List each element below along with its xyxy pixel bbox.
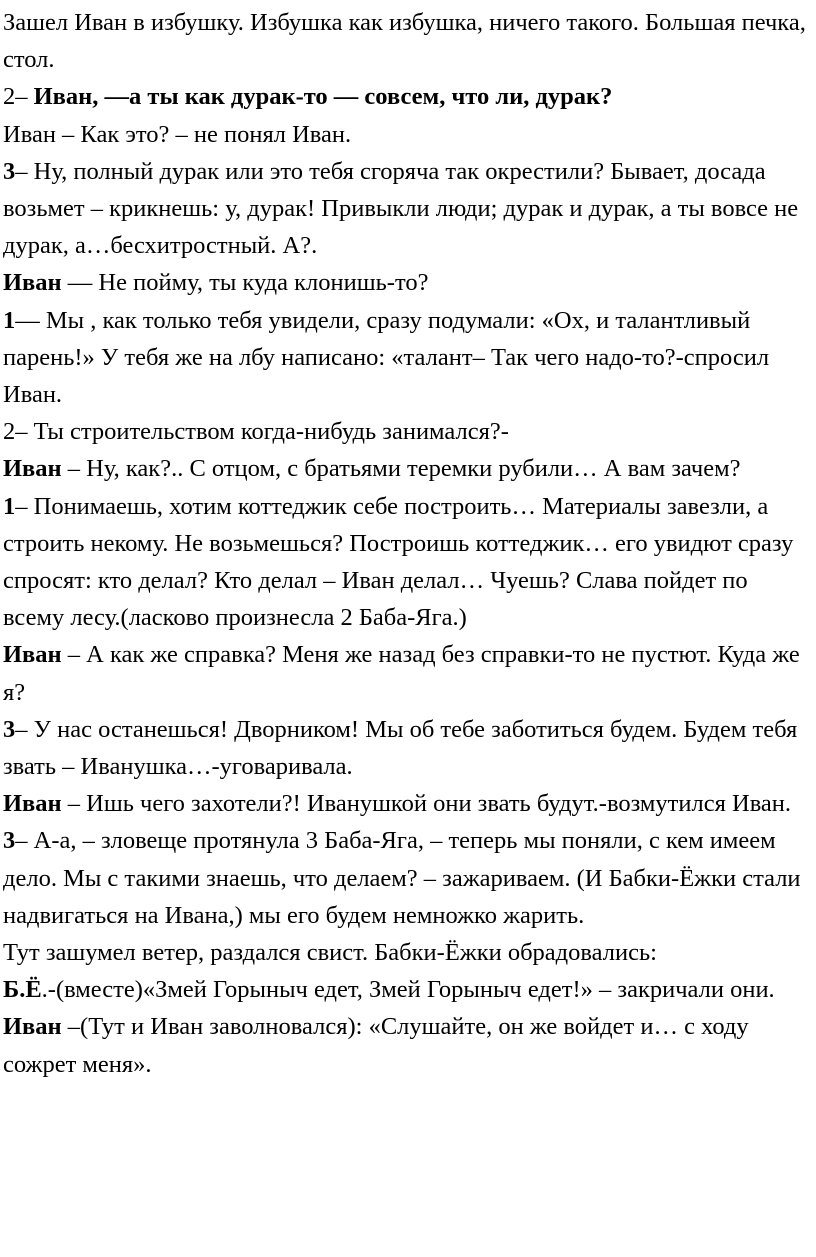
paragraph-text: 2– Ты строительством когда-нибудь занимался?-	[3, 418, 509, 446]
dialogue-line	[3, 1008, 813, 1082]
dialogue-text: – А-а, – зловеще протянула 3 Баба-Яга, – теперь мы поняли, с кем имеем дело. Мы с такими знаешь, что делаем? – зажариваем. (И Бабки-Ёжки стали надвигаться на Ивана,) мы его будем немножко жарить.	[3, 827, 801, 929]
dialogue-line	[3, 116, 813, 153]
dialogue-dash: –	[15, 83, 34, 111]
dialogue-line	[3, 822, 813, 934]
speaker-label: Иван	[3, 269, 62, 297]
dialogue-line	[3, 711, 813, 785]
dialogue-line	[3, 302, 813, 414]
speaker-label: 2	[3, 83, 16, 111]
dialogue-line	[3, 450, 813, 487]
narration-paragraph	[3, 4, 813, 78]
dialogue-text: – У нас останешься! Дворником! Мы об тебе заботиться будем. Будем тебя звать – Иванушка…-уговаривала.	[3, 715, 798, 781]
dialogue-text: – А как же справка? Меня же назад без справки-то не пустют. Куда же я?	[3, 641, 800, 706]
dialogue-text: – Ну, полный дурак или это тебя сгоряча так окрестили? Бывает, досада возьмет – крикнешь: у, дурак! Привыкли люди; дурак и дурак, а ты вовсе не дурак, а…бесхитростный. А?.	[3, 157, 799, 260]
speaker-label: Иван	[3, 1013, 62, 1041]
dialogue-line	[3, 636, 813, 710]
narration-paragraph	[3, 934, 813, 971]
dialogue-line	[3, 488, 813, 637]
speaker-label: Иван	[3, 455, 62, 483]
speaker-label: 1	[3, 492, 16, 520]
dialogue-text-bold: Иван, —а ты как дурак-то — совсем, что ли, дурак?	[33, 83, 613, 111]
dialogue-text: – Понимаешь, хотим коттеджик себе построить… Материалы завезли, а строить некому. Не возьмешься? Построишь коттеджик… его увидют сразу спросят: кто делал? Кто делал – Иван делал… Чуешь? Слава пойдет по всему лесу.(ласково произнесла 2 Баба-Яга.)	[3, 492, 794, 632]
speaker-label: 3	[3, 715, 16, 743]
dialogue-line	[3, 78, 813, 115]
paragraph-text: Зашел Иван в избушку. Избушка как избушка, ничего такого. Большая печка, стол.	[3, 9, 806, 74]
paragraph-text: Тут зашумел ветер, раздался свист. Бабки-Ёжки обрадовались:	[3, 939, 657, 967]
dialogue-line	[3, 264, 813, 301]
dialogue-text: – Ну, как?.. С отцом, с братьями теремки рубили… А вам зачем?	[61, 455, 741, 483]
dialogue-line	[3, 153, 813, 265]
speaker-label: Б.Ё	[3, 976, 42, 1004]
dialogue-line	[3, 785, 813, 822]
document-page	[3, 4, 813, 1083]
dialogue-line	[3, 971, 813, 1008]
speaker-label: 3	[3, 157, 16, 185]
paragraph-text: Иван – Как это? – не понял Иван.	[3, 120, 352, 148]
speaker-label: Иван	[3, 641, 62, 669]
speaker-label: 1	[3, 306, 16, 334]
speaker-label: Иван	[3, 790, 62, 818]
dialogue-text: — Не пойму, ты куда клонишь-то?	[61, 269, 429, 297]
dialogue-text: — Мы , как только тебя увидели, сразу подумали: «Ох, и талантливый парень!» У тебя же на лбу написано: «талант– Так чего надо-то?-спросил Иван.	[3, 306, 770, 409]
dialogue-text: .-(вместе)«Змей Горыныч едет, Змей Горыныч едет!» – закричали они.	[41, 976, 775, 1004]
dialogue-text: –(Тут и Иван заволновался): «Слушайте, он же войдет и… с ходу сожрет меня».	[3, 1013, 749, 1078]
dialogue-line	[3, 413, 813, 450]
speaker-label: 3	[3, 827, 16, 855]
dialogue-text: – Ишь чего захотели?! Иванушкой они звать будут.-возмутился Иван.	[61, 790, 792, 818]
